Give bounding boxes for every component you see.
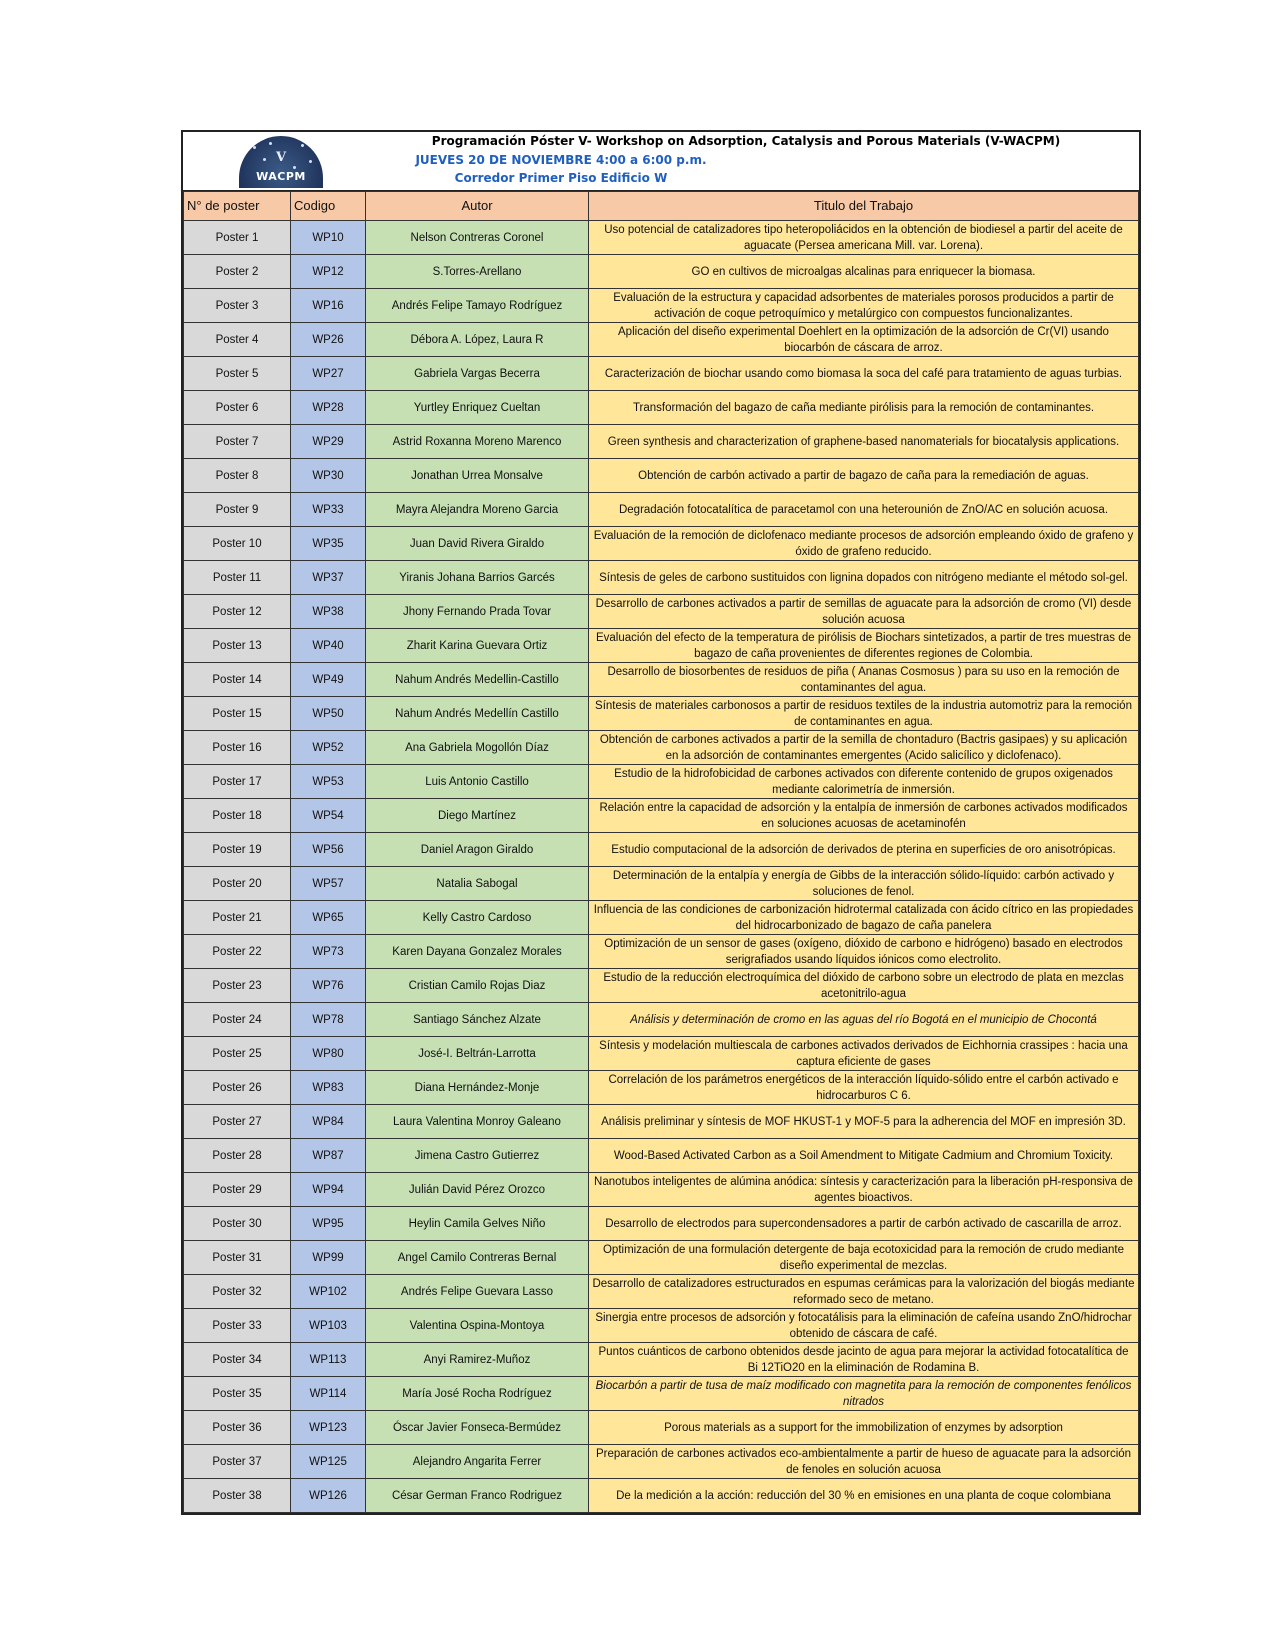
- table-row: [184, 493, 1139, 527]
- poster-title-cell: De la medición a la acción: reducción del 30 % en emisiones en una planta de coque colombiana: [589, 1479, 1139, 1513]
- logo-text-top: V: [275, 150, 287, 165]
- table-row: [184, 799, 1139, 833]
- poster-number-cell: Poster 34: [184, 1343, 291, 1377]
- poster-code-cell: WP94: [291, 1173, 366, 1207]
- poster-number-cell: Poster 14: [184, 663, 291, 697]
- schedule-header: [183, 132, 1139, 191]
- poster-author-cell: Nahum Andrés Medellin-Castillo: [366, 663, 589, 697]
- poster-number-cell: Poster 20: [184, 867, 291, 901]
- poster-title-cell: Desarrollo de biosorbentes de residuos de piña ( Ananas Cosmosus ) para su uso en la remoción de contaminantes del agua.: [589, 663, 1139, 697]
- poster-author-cell: Débora A. López, Laura R: [366, 323, 589, 357]
- table-row: [184, 731, 1139, 765]
- poster-author-cell: Óscar Javier Fonseca-Bermúdez: [366, 1411, 589, 1445]
- poster-title-cell: Estudio computacional de la adsorción de derivados de pterina en superficies de oro anisotrópicas.: [589, 833, 1139, 867]
- poster-number-cell: Poster 16: [184, 731, 291, 765]
- poster-number-cell: Poster 3: [184, 289, 291, 323]
- poster-number-cell: Poster 26: [184, 1071, 291, 1105]
- poster-code-cell: WP38: [291, 595, 366, 629]
- poster-author-cell: Jhony Fernando Prada Tovar: [366, 595, 589, 629]
- poster-code-cell: WP35: [291, 527, 366, 561]
- poster-title-cell: Estudio de la reducción electroquímica del dióxido de carbono sobre un electrodo de plata en mezclas acetonitrilo-agua: [589, 969, 1139, 1003]
- poster-code-cell: WP114: [291, 1377, 366, 1411]
- poster-author-cell: Zharit Karina Guevara Ortiz: [366, 629, 589, 663]
- poster-title-cell: Sinergia entre procesos de adsorción y fotocatálisis para la eliminación de cafeína usando ZnO/hidrochar obtenido de cáscara de café.: [589, 1309, 1139, 1343]
- table-row: [184, 629, 1139, 663]
- poster-title-cell: Obtención de carbón activado a partir de bagazo de caña para la remediación de aguas.: [589, 459, 1139, 493]
- poster-code-cell: WP65: [291, 901, 366, 935]
- table-row: [184, 289, 1139, 323]
- poster-number-cell: Poster 13: [184, 629, 291, 663]
- poster-title-cell: Evaluación de la remoción de diclofenaco mediante procesos de adsorción empleando óxido de grafeno y óxido de grafeno reducido.: [589, 527, 1139, 561]
- poster-code-cell: WP126: [291, 1479, 366, 1513]
- schedule-location: Corredor Primer Piso Edificio W: [454, 171, 668, 185]
- table-row: [184, 969, 1139, 1003]
- poster-number-cell: Poster 22: [184, 935, 291, 969]
- poster-author-cell: Andrés Felipe Guevara Lasso: [366, 1275, 589, 1309]
- poster-author-cell: Daniel Aragon Giraldo: [366, 833, 589, 867]
- poster-author-cell: Santiago Sánchez Alzate: [366, 1003, 589, 1037]
- poster-code-cell: WP33: [291, 493, 366, 527]
- table-row: [184, 459, 1139, 493]
- poster-code-cell: WP102: [291, 1275, 366, 1309]
- poster-author-cell: Gabriela Vargas Becerra: [366, 357, 589, 391]
- poster-number-cell: Poster 24: [184, 1003, 291, 1037]
- poster-code-cell: WP30: [291, 459, 366, 493]
- poster-author-cell: César German Franco Rodriguez: [366, 1479, 589, 1513]
- poster-code-cell: WP54: [291, 799, 366, 833]
- poster-number-cell: Poster 23: [184, 969, 291, 1003]
- poster-author-cell: Andrés Felipe Tamayo Rodríguez: [366, 289, 589, 323]
- column-header-poster: N° de poster: [184, 192, 291, 221]
- poster-author-cell: Astrid Roxanna Moreno Marenco: [366, 425, 589, 459]
- table-row: [184, 1309, 1139, 1343]
- column-header-code: Codigo: [291, 192, 366, 221]
- poster-number-cell: Poster 36: [184, 1411, 291, 1445]
- poster-author-cell: Nelson Contreras Coronel: [366, 221, 589, 255]
- poster-title-cell: Desarrollo de carbones activados a partir de semillas de aguacate para la adsorción de cromo (VI) desde solución acuosa: [589, 595, 1139, 629]
- table-row: [184, 323, 1139, 357]
- wacpm-logo: [239, 136, 323, 188]
- poster-number-cell: Poster 18: [184, 799, 291, 833]
- poster-code-cell: WP53: [291, 765, 366, 799]
- poster-number-cell: Poster 35: [184, 1377, 291, 1411]
- poster-schedule-sheet: [181, 130, 1141, 1515]
- poster-number-cell: Poster 6: [184, 391, 291, 425]
- poster-table: [183, 191, 1139, 1513]
- poster-number-cell: Poster 12: [184, 595, 291, 629]
- poster-number-cell: Poster 19: [184, 833, 291, 867]
- poster-code-cell: WP57: [291, 867, 366, 901]
- poster-title-cell: Preparación de carbones activados eco-ambientalmente a partir de hueso de aguacate para la adsorción de fenoles en solución acuosa: [589, 1445, 1139, 1479]
- poster-number-cell: Poster 7: [184, 425, 291, 459]
- poster-number-cell: Poster 32: [184, 1275, 291, 1309]
- poster-title-cell: Análisis preliminar y síntesis de MOF HKUST-1 y MOF-5 para la adherencia del MOF en impresión 3D.: [589, 1105, 1139, 1139]
- table-row: [184, 1139, 1139, 1173]
- poster-author-cell: Juan David Rivera Giraldo: [366, 527, 589, 561]
- poster-number-cell: Poster 28: [184, 1139, 291, 1173]
- poster-title-cell: Síntesis y modelación multiescala de carbones activados derivados de Eichhornia crassipes : hacia una captura eficiente de gases: [589, 1037, 1139, 1071]
- poster-number-cell: Poster 11: [184, 561, 291, 595]
- poster-title-cell: Optimización de una formulación detergente de baja ecotoxicidad para la remoción de crudo mediante diseño experimental de mezclas.: [589, 1241, 1139, 1275]
- poster-code-cell: WP10: [291, 221, 366, 255]
- table-row: [184, 357, 1139, 391]
- poster-code-cell: WP103: [291, 1309, 366, 1343]
- table-row: [184, 1241, 1139, 1275]
- poster-title-cell: Análisis y determinación de cromo en las aguas del río Bogotá en el municipio de Chocontá: [589, 1003, 1139, 1037]
- poster-number-cell: Poster 17: [184, 765, 291, 799]
- poster-code-cell: WP78: [291, 1003, 366, 1037]
- table-row: [184, 527, 1139, 561]
- poster-code-cell: WP123: [291, 1411, 366, 1445]
- poster-author-cell: Laura Valentina Monroy Galeano: [366, 1105, 589, 1139]
- table-row: [184, 1343, 1139, 1377]
- poster-code-cell: WP76: [291, 969, 366, 1003]
- poster-author-cell: Natalia Sabogal: [366, 867, 589, 901]
- poster-code-cell: WP49: [291, 663, 366, 697]
- table-row: [184, 1173, 1139, 1207]
- poster-title-cell: Influencia de las condiciones de carbonización hidrotermal catalizada con ácido cítrico en las propiedades del hidrocarbonizado de bagazo de caña panelera: [589, 901, 1139, 935]
- poster-number-cell: Poster 25: [184, 1037, 291, 1071]
- poster-title-cell: Síntesis de materiales carbonosos a partir de residuos textiles de la industria automotriz para la remoción de contaminantes en agua.: [589, 697, 1139, 731]
- schedule-date: JUEVES 20 DE NOVIEMBRE 4:00 a 6:00 p.m.: [415, 153, 707, 167]
- poster-title-cell: Caracterización de biochar usando como biomasa la soca del café para tratamiento de aguas turbias.: [589, 357, 1139, 391]
- poster-number-cell: Poster 29: [184, 1173, 291, 1207]
- poster-author-cell: Jonathan Urrea Monsalve: [366, 459, 589, 493]
- table-row: [184, 697, 1139, 731]
- table-row: [184, 663, 1139, 697]
- table-row: [184, 1275, 1139, 1309]
- poster-author-cell: María José Rocha Rodríguez: [366, 1377, 589, 1411]
- table-row: [184, 1411, 1139, 1445]
- poster-code-cell: WP87: [291, 1139, 366, 1173]
- poster-code-cell: WP99: [291, 1241, 366, 1275]
- poster-author-cell: José-I. Beltrán-Larrotta: [366, 1037, 589, 1071]
- poster-author-cell: Alejandro Angarita Ferrer: [366, 1445, 589, 1479]
- table-row: [184, 935, 1139, 969]
- table-row: [184, 1071, 1139, 1105]
- poster-number-cell: Poster 21: [184, 901, 291, 935]
- poster-number-cell: Poster 2: [184, 255, 291, 289]
- poster-author-cell: Cristian Camilo Rojas Diaz: [366, 969, 589, 1003]
- table-row: [184, 1105, 1139, 1139]
- poster-author-cell: Yurtley Enriquez Cueltan: [366, 391, 589, 425]
- poster-author-cell: Jimena Castro Gutierrez: [366, 1139, 589, 1173]
- poster-number-cell: Poster 10: [184, 527, 291, 561]
- poster-title-cell: Aplicación del diseño experimental Doehlert en la optimización de la adsorción de Cr(VI) usando biocarbón de cáscara de arroz.: [589, 323, 1139, 357]
- poster-title-cell: Relación entre la capacidad de adsorción y la entalpía de inmersión de carbones activados modificados en soluciones acuosas de acetaminofén: [589, 799, 1139, 833]
- poster-title-cell: Transformación del bagazo de caña mediante pirólisis para la remoción de contaminantes.: [589, 391, 1139, 425]
- table-row: [184, 901, 1139, 935]
- poster-number-cell: Poster 38: [184, 1479, 291, 1513]
- poster-number-cell: Poster 9: [184, 493, 291, 527]
- poster-title-cell: Evaluación del efecto de la temperatura de pirólisis de Biochars sintetizados, a partir de tres muestras de bagazo de caña provenientes de diferentes regiones de Colombia.: [589, 629, 1139, 663]
- poster-author-cell: Karen Dayana Gonzalez Morales: [366, 935, 589, 969]
- poster-title-cell: Green synthesis and characterization of graphene-based nanomaterials for biocatalysis applications.: [589, 425, 1139, 459]
- table-row: [184, 595, 1139, 629]
- poster-code-cell: WP12: [291, 255, 366, 289]
- poster-number-cell: Poster 5: [184, 357, 291, 391]
- table-row: [184, 391, 1139, 425]
- poster-code-cell: WP40: [291, 629, 366, 663]
- poster-number-cell: Poster 1: [184, 221, 291, 255]
- column-header-title: Titulo del Trabajo: [589, 192, 1139, 221]
- poster-code-cell: WP73: [291, 935, 366, 969]
- poster-title-cell: Estudio de la hidrofobicidad de carbones activados con diferente contenido de grupos oxigenados mediante calorimetría de inmersión.: [589, 765, 1139, 799]
- poster-code-cell: WP50: [291, 697, 366, 731]
- poster-title-cell: Porous materials as a support for the immobilization of enzymes by adsorption: [589, 1411, 1139, 1445]
- poster-code-cell: WP84: [291, 1105, 366, 1139]
- poster-number-cell: Poster 33: [184, 1309, 291, 1343]
- table-row: [184, 221, 1139, 255]
- poster-author-cell: Heylin Camila Gelves Niño: [366, 1207, 589, 1241]
- poster-title-cell: Optimización de un sensor de gases (oxígeno, dióxido de carbono e hidrógeno) basado en electrodos serigrafiados usando líquidos iónicos como electrolito.: [589, 935, 1139, 969]
- table-row: [184, 1207, 1139, 1241]
- poster-author-cell: Diana Hernández-Monje: [366, 1071, 589, 1105]
- poster-number-cell: Poster 27: [184, 1105, 291, 1139]
- poster-title-cell: Síntesis de geles de carbono sustituidos con lignina dopados con nitrógeno mediante el método sol-gel.: [589, 561, 1139, 595]
- poster-author-cell: S.Torres-Arellano: [366, 255, 589, 289]
- poster-author-cell: Kelly Castro Cardoso: [366, 901, 589, 935]
- poster-code-cell: WP16: [291, 289, 366, 323]
- poster-title-cell: Desarrollo de electrodos para supercondensadores a partir de carbón activado de cascarilla de arroz.: [589, 1207, 1139, 1241]
- poster-title-cell: GO en cultivos de microalgas alcalinas para enriquecer la biomasa.: [589, 255, 1139, 289]
- poster-title-cell: Biocarbón a partir de tusa de maíz modificado con magnetita para la remoción de componentes fenólicos nitrados: [589, 1377, 1139, 1411]
- poster-number-cell: Poster 37: [184, 1445, 291, 1479]
- logo-text-bottom: WACPM: [256, 170, 306, 183]
- poster-author-cell: Anyi Ramirez-Muñoz: [366, 1343, 589, 1377]
- poster-title-cell: Nanotubos inteligentes de alúmina anódica: síntesis y caracterización para la liberación pH-responsiva de agentes bioactivos.: [589, 1173, 1139, 1207]
- poster-title-cell: Desarrollo de catalizadores estructurados en espumas cerámicas para la valorización del biogás mediante reformado seco de metano.: [589, 1275, 1139, 1309]
- poster-code-cell: WP95: [291, 1207, 366, 1241]
- poster-code-cell: WP56: [291, 833, 366, 867]
- poster-author-cell: Julián David Pérez Orozco: [366, 1173, 589, 1207]
- poster-code-cell: WP113: [291, 1343, 366, 1377]
- column-header-author: Autor: [366, 192, 589, 221]
- poster-author-cell: Diego Martínez: [366, 799, 589, 833]
- poster-code-cell: WP37: [291, 561, 366, 595]
- poster-author-cell: Nahum Andrés Medellín Castillo: [366, 697, 589, 731]
- table-row: [184, 255, 1139, 289]
- poster-number-cell: Poster 31: [184, 1241, 291, 1275]
- table-row: [184, 425, 1139, 459]
- poster-author-cell: Ana Gabriela Mogollón Díaz: [366, 731, 589, 765]
- table-row: [184, 867, 1139, 901]
- poster-author-cell: Mayra Alejandra Moreno Garcia: [366, 493, 589, 527]
- table-row: [184, 1003, 1139, 1037]
- poster-author-cell: Luis Antonio Castillo: [366, 765, 589, 799]
- table-row: [184, 1377, 1139, 1411]
- poster-title-cell: Degradación fotocatalítica de paracetamol con una heterounión de ZnO/AC en solución acuosa.: [589, 493, 1139, 527]
- poster-title-cell: Puntos cuánticos de carbono obtenidos desde jacinto de agua para mejorar la actividad fotocatalítica de Bi 12TiO20 en la eliminación de Rodamina B.: [589, 1343, 1139, 1377]
- poster-title-cell: Obtención de carbones activados a partir de la semilla de chontaduro (Bactris gasipaes) y su aplicación en la adsorción de contaminantes emergentes (Acido salicílico y diclofenaco).: [589, 731, 1139, 765]
- poster-code-cell: WP52: [291, 731, 366, 765]
- table-row: [184, 833, 1139, 867]
- table-row: [184, 1479, 1139, 1513]
- poster-title-cell: Wood-Based Activated Carbon as a Soil Amendment to Mitigate Cadmium and Chromium Toxicity.: [589, 1139, 1139, 1173]
- table-header-row: [184, 192, 1139, 221]
- poster-number-cell: Poster 8: [184, 459, 291, 493]
- poster-code-cell: WP83: [291, 1071, 366, 1105]
- poster-code-cell: WP29: [291, 425, 366, 459]
- poster-author-cell: Valentina Ospina-Montoya: [366, 1309, 589, 1343]
- table-row: [184, 561, 1139, 595]
- table-row: [184, 1445, 1139, 1479]
- poster-code-cell: WP80: [291, 1037, 366, 1071]
- poster-number-cell: Poster 30: [184, 1207, 291, 1241]
- poster-code-cell: WP27: [291, 357, 366, 391]
- poster-title-cell: Evaluación de la estructura y capacidad adsorbentes de materiales porosos producidos a partir de activación de coque petroquímico y metalúrgico con compuestos funcionalizantes.: [589, 289, 1139, 323]
- poster-author-cell: Yiranis Johana Barrios Garcés: [366, 561, 589, 595]
- table-row: [184, 1037, 1139, 1071]
- table-row: [184, 765, 1139, 799]
- poster-title-cell: Correlación de los parámetros energéticos de la interacción líquido-sólido entre el carbón activado e hidrocarburos C 6.: [589, 1071, 1139, 1105]
- poster-code-cell: WP125: [291, 1445, 366, 1479]
- poster-code-cell: WP28: [291, 391, 366, 425]
- schedule-title: Programación Póster V- Workshop on Adsorption, Catalysis and Porous Materials (V-WACPM): [431, 134, 1061, 148]
- poster-code-cell: WP26: [291, 323, 366, 357]
- poster-title-cell: Uso potencial de catalizadores tipo heteropoliácidos en la obtención de biodiesel a partir del aceite de aguacate (Persea americana Mill. var. Lorena).: [589, 221, 1139, 255]
- poster-number-cell: Poster 4: [184, 323, 291, 357]
- poster-number-cell: Poster 15: [184, 697, 291, 731]
- poster-title-cell: Determinación de la entalpía y energía de Gibbs de la interacción sólido-líquido: carbón activado y soluciones de fenol.: [589, 867, 1139, 901]
- poster-author-cell: Angel Camilo Contreras Bernal: [366, 1241, 589, 1275]
